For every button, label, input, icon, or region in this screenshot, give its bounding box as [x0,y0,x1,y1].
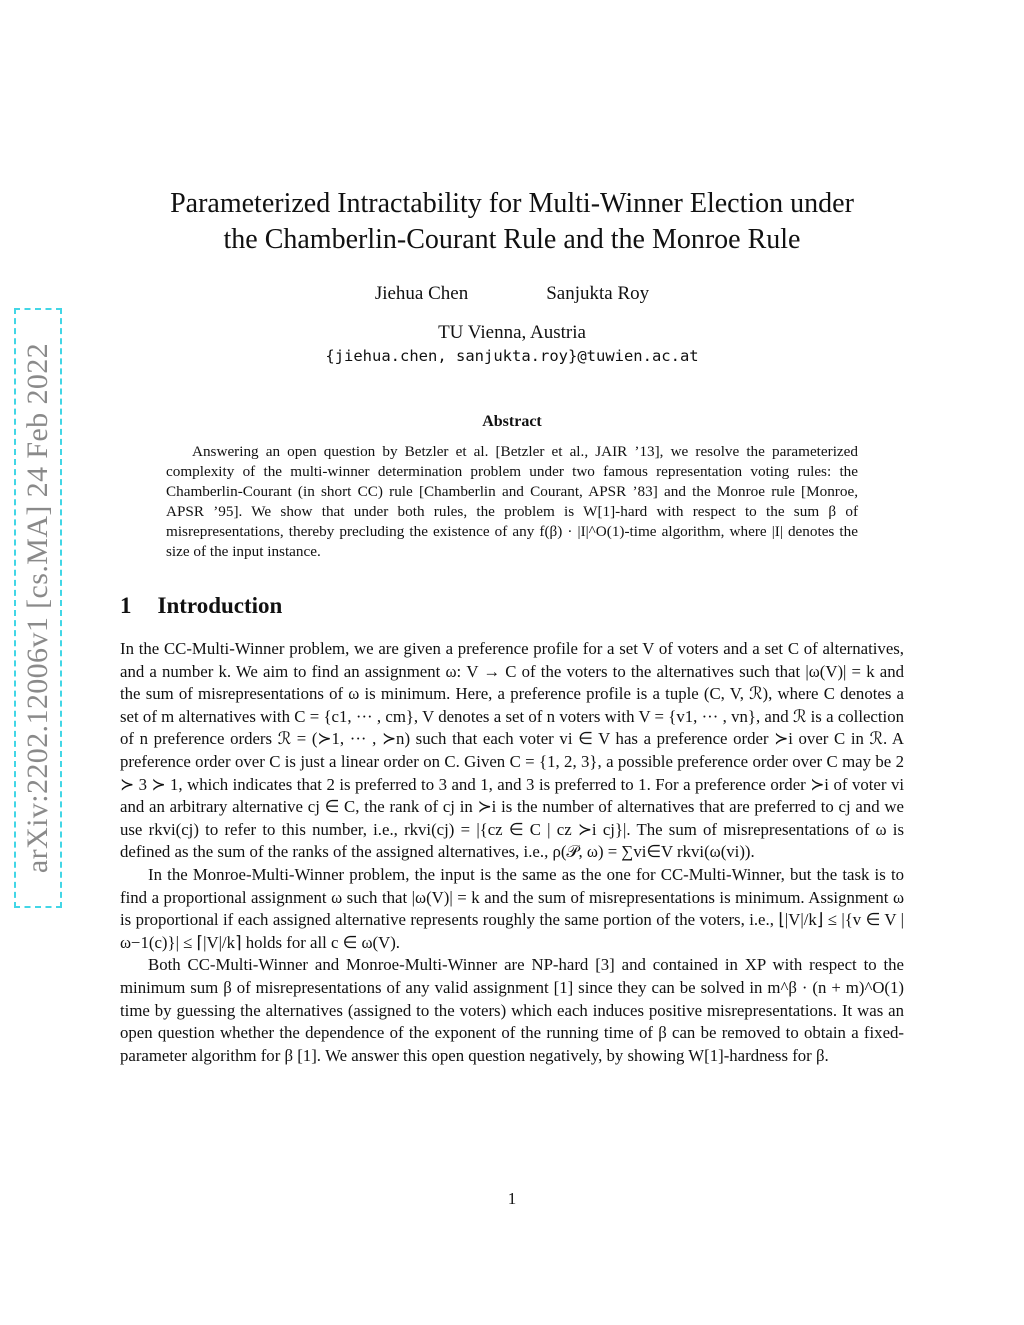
abstract-heading: Abstract [482,413,542,430]
arxiv-stamp [14,308,62,908]
abstract-body: Answering an open question by Betzler et al. [Betzler et al., JAIR ’13], we resolve the parameterized complexity of the multi-winner determination problem under two famous representation voting rules: the Chamberlin-Courant (in short CC) rule [Chamberlin and Courant, APSR ’83] and the Monroe rule [Monroe, APSR ’95]. We show that under both rules, the problem is W[1]-hard with respect to the sum β of misrepresentations, thereby precluding the existence of any f(β) · |I|^O(1)-time algorithm, where |I| denotes the size of the input instance. [166,443,858,560]
section-number: 1 [120,593,132,618]
section-title: Introduction [157,593,283,618]
page-number: 1 [507,1189,517,1208]
author-list [120,283,904,305]
paper-title [120,186,904,258]
arxiv-identifier: arXiv:2202.12006v1 [cs.MA] 24 Feb 2022 [21,342,54,874]
email-address: {jiehua.chen, sanjukta.roy}@tuwien.ac.at [325,347,699,365]
author-1: Jiehua Chen [374,283,469,304]
affiliation: TU Vienna, Austria [438,322,586,343]
title-line-1: Parameterized Intractability for Multi-Winner Election under [170,188,854,219]
paragraph-1: In the CC-Multi-Winner problem, we are given a preference profile for a set V of voters and a set C of alternatives, and a number k. We aim to find an assignment ω: V → C of the voters to the alternatives such that |ω(V)| = k and the sum of misrepresentations of ω is minimum. Here, a preference profile is a tuple (C, V, ℛ), where C denotes a set of m alternatives with C = {c1, ··· , cm}, V denotes a set of n voters with V = {v1, ··· , vn}, and ℛ is a collection of n preference orders ℛ = (≻1, ··· , ≻n) such that each voter vi ∈ V has a preference order ≻i over C in ℛ. A preference order over C is just a linear order on C. Given C = {1, 2, 3}, a possible preference order over C may be 2 ≻ 3 ≻ 1, which indicates that 2 is preferred to 3 and 1, and 3 is preferred to 1. For a preference order ≻i of voter vi and an arbitrary alternative cj ∈ C, the rank of cj in ≻i is the number of alternatives that are preferred to cj and we use rkvi(cj) to refer to this number, i.e., rkvi(cj) = |{cz ∈ C | cz ≻i cj}|. The sum of misrepresentations of ω is defined as the sum of the ranks of the assigned alternatives, i.e., ρ(𝒫, ω) = ∑vi∈V rkvi(ω(vi)). [120,639,904,862]
paragraph-3: Both CC-Multi-Winner and Monroe-Multi-Winner are NP-hard [3] and contained in XP with respect to the minimum sum β of misrepresentations of any valid assignment [1] since they can be solved in m^β · (n + m)^O(1) time by guessing the alternatives (assigned to the voters) which each induces positive misrepresentations. It was an open question whether the dependence of the exponent of the running time of β can be removed to obtain a fixed-parameter algorithm for β [1]. We answer this open question negatively, by showing W[1]-hardness for β. [120,955,904,1065]
paragraph-2: In the Monroe-Multi-Winner problem, the input is the same as the one for CC-Multi-Winner, but the task is to find a proportional assignment ω such that |ω(V)| = k and the sum of misrepresentations is minimum. Assignment ω is proportional if each assigned alternative represents roughly the same portion of the voters, i.e., ⌊|V|/k⌋ ≤ |{v ∈ V | ω−1(c)}| ≤ ⌈|V|/k⌉ holds for all c ∈ ω(V). [120,864,904,952]
section-heading [120,593,282,619]
title-line-2: the Chamberlin-Courant Rule and the Monroe Rule [223,224,801,255]
introduction-body [120,638,904,1067]
author-2: Sanjukta Roy [546,283,650,304]
